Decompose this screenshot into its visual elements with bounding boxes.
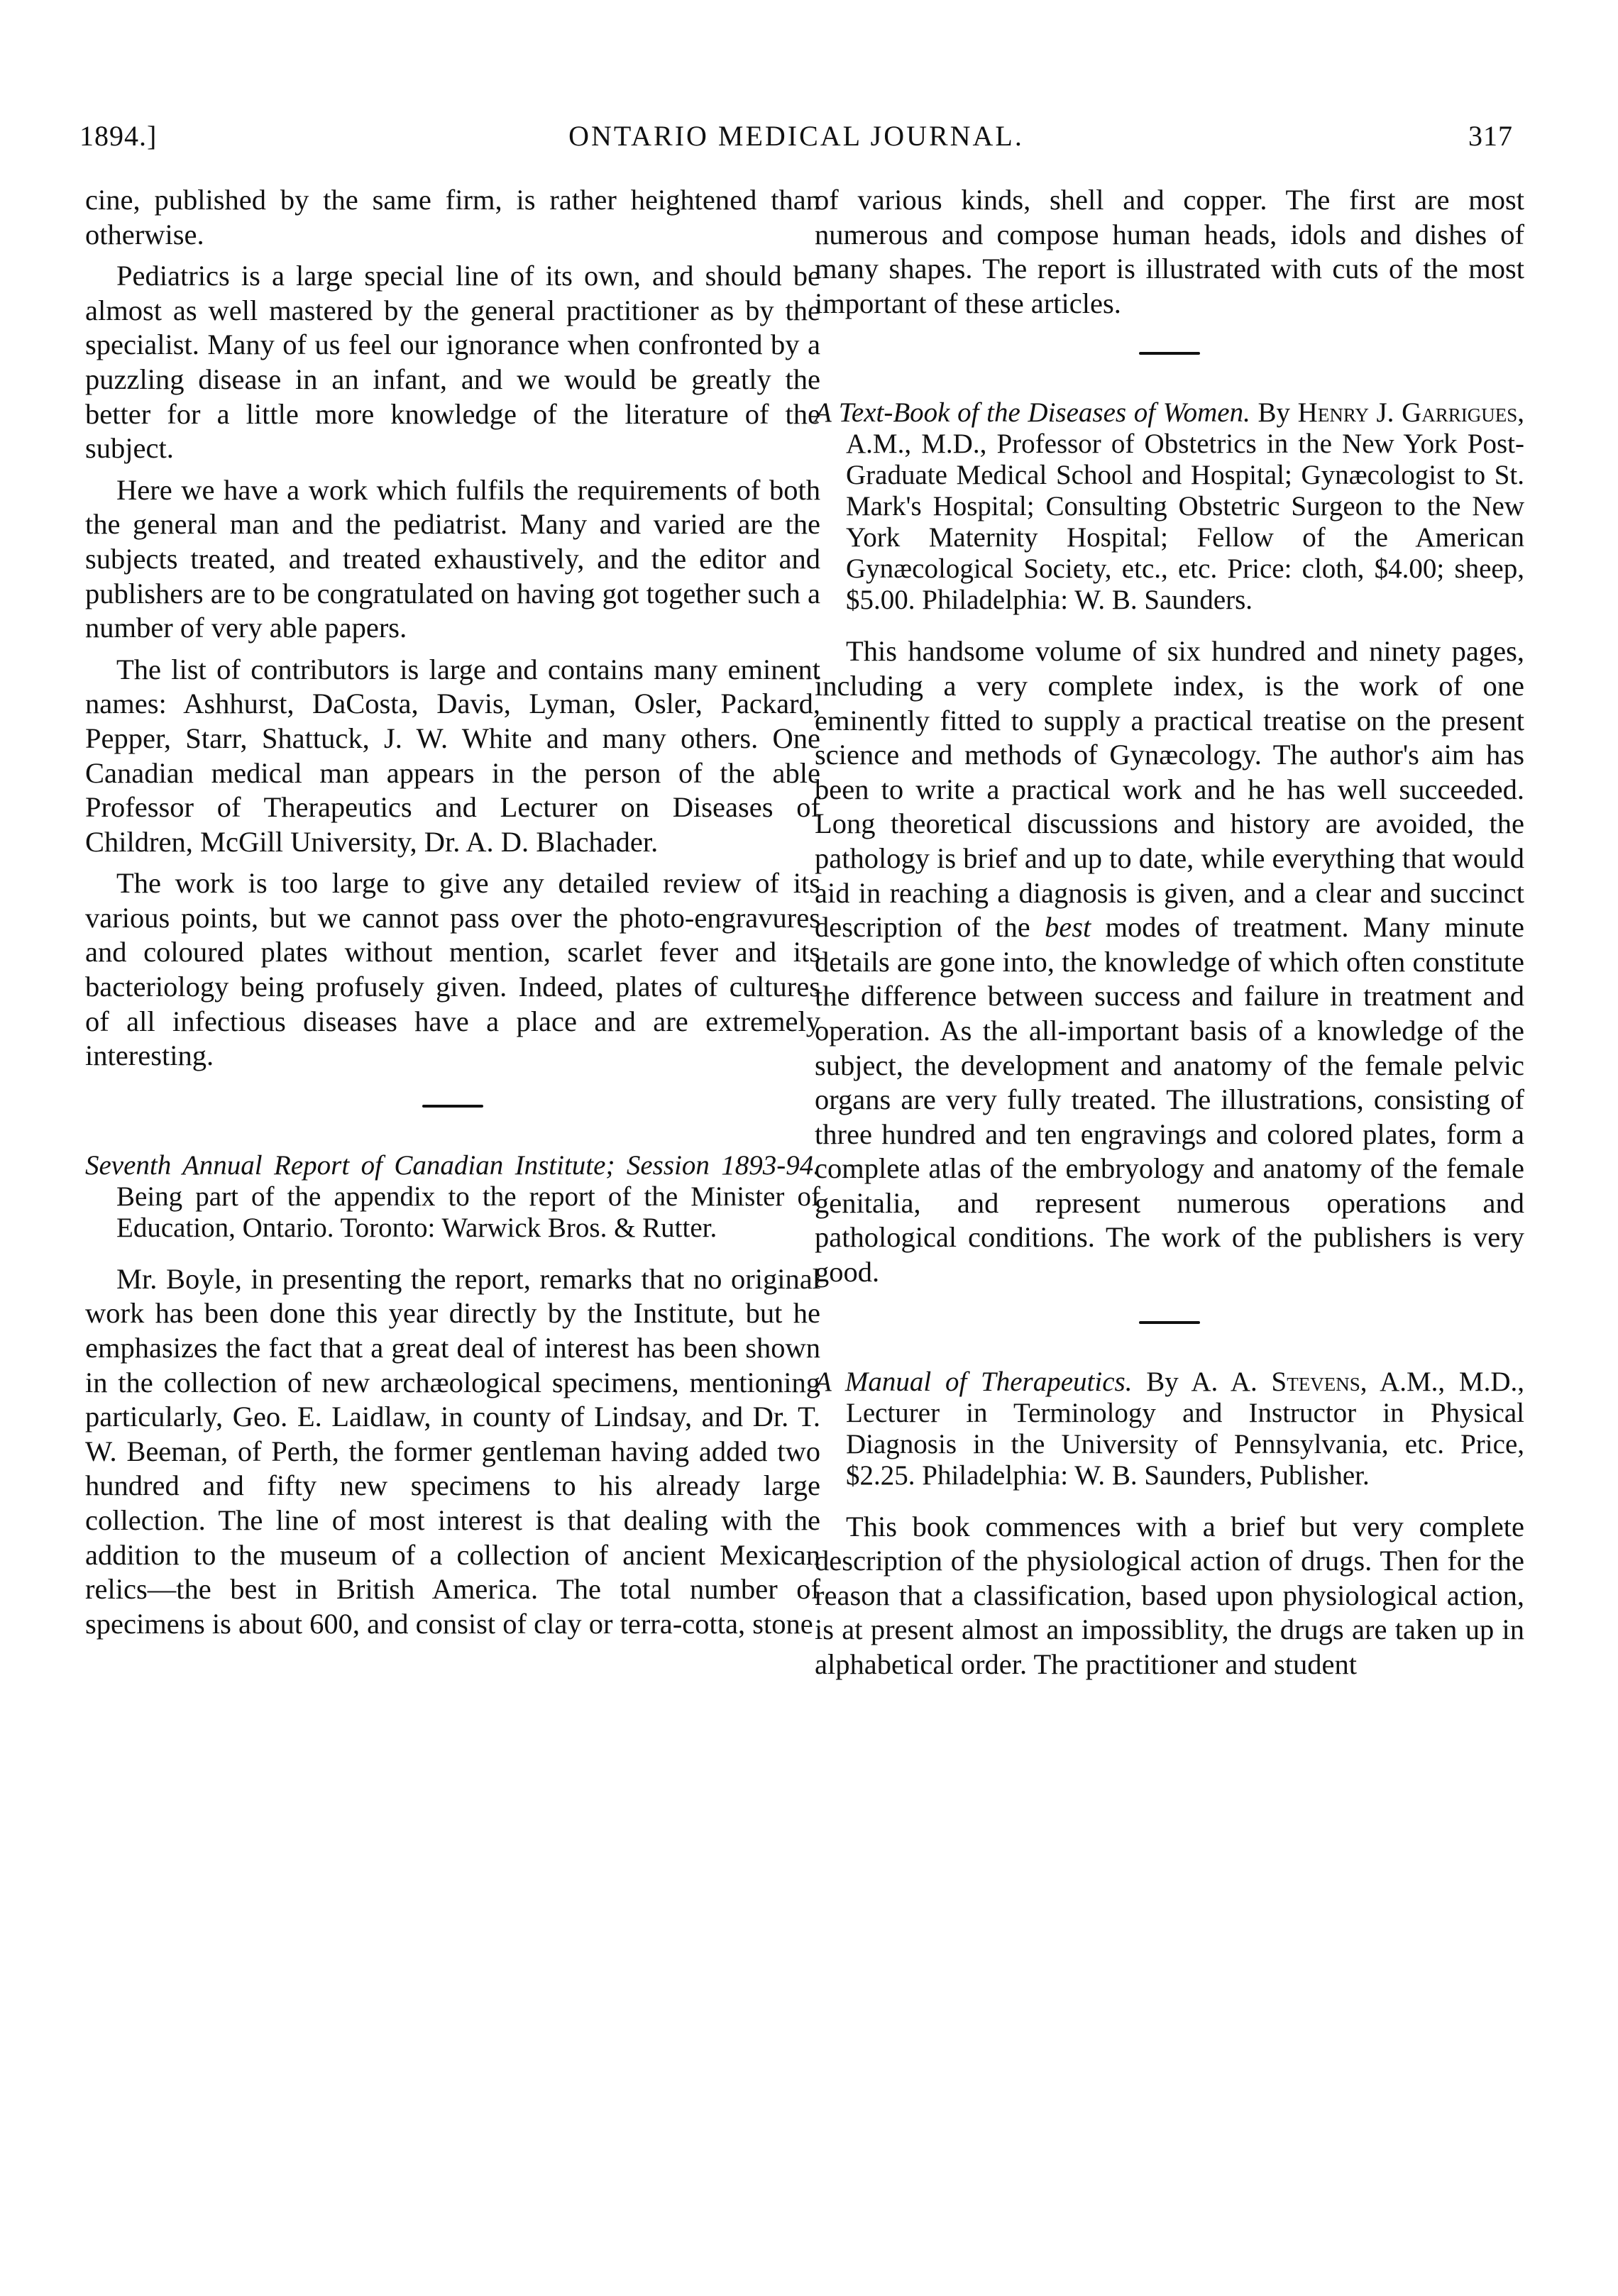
review-details: Being part of the appendix to the report of the Minister of Education, Ontario. Toronto: Warwick Bros. & Rutter.	[116, 1181, 820, 1243]
review-details: A.M., M.D., Lecturer in Terminology and Instructor in Physical Diagnosis in the University of Pennsylvania, etc. Price, $2.25. Philadelphia: W. B. Saunders, Publisher.	[846, 1366, 1525, 1491]
review-by: By	[1257, 397, 1291, 429]
running-head	[79, 119, 1513, 162]
paragraph: cine, published by the same firm, is rather heightened than otherwise.	[85, 184, 820, 250]
review-title: A Manual of Therapeutics.	[815, 1366, 1133, 1397]
paragraph: of various kinds, shell and copper. The first are most numerous and compose human heads, idols and dishes of many shapes. The report is illustrated with cuts of the most important of these articles.	[815, 184, 1524, 319]
review-citation-diseases-of-women	[815, 397, 1524, 616]
right-column	[815, 183, 1524, 1689]
review-title: A Text-Book of the Diseases of Women.	[815, 397, 1250, 429]
paragraph: Here we have a work which fulfils the requirements of both the general man and the pediatrist. Many and varied are the subjects treated, and treated exhaustively, and the editor and publishers are to be congratulated on having got together such a number of very able papers.	[85, 473, 820, 644]
review-details: A.M., M.D., Professor of Obstetrics in the New York Post-Graduate Medical School and Hospital; Gynæcologist to St. Mark's Hospital; Consulting Obstetric Surgeon to the New York Maternity Hospital; Fellow of the American Gynæcological Society, etc., etc. Price: cloth, $4.00; sheep, $5.00. Philadelphia: W. B. Saunders.	[846, 429, 1524, 616]
review-author: Stevens,	[1271, 1366, 1367, 1397]
review-citation-canadian-institute	[85, 1150, 820, 1244]
issue-year: 1894.]	[79, 120, 158, 152]
paragraph-text: This handsome volume of six hundred and ninety pages, including a very complete index, is the work of one eminently fitted to supply a practical treatise on the present science and methods of Gynæcology. The author's aim has been to write a practical work and he has well succeeded. Long theoretical discussions and history are avoided, the pathology is brief and up to date, while everything that would aid in reaching a diagnosis is given, and a clear and succinct description of the	[815, 635, 1524, 944]
section-divider	[1139, 352, 1200, 355]
review-citation-manual-of-therapeutics	[815, 1367, 1524, 1491]
page-number: 317	[1468, 120, 1513, 152]
emphasis: best	[1044, 911, 1091, 944]
section-divider	[422, 1105, 483, 1108]
journal-title: ONTARIO MEDICAL JOURNAL.	[568, 120, 1024, 152]
paragraph: This book commences with a brief but very complete description of the physiological action of drugs. Then for the reason that a classification, based upon physiological action, is at present almost an impossiblity, the drugs are taken up in alphabetical order. The practitioner and student	[815, 1510, 1524, 1681]
left-column	[85, 183, 820, 1648]
review-title: Seventh Annual Report of Canadian Institute; Session 1893-94.	[85, 1149, 820, 1181]
paragraph-text: modes of treatment. Many minute details are gone into, the knowledge of which often constitute the difference between success and failure in treatment and operation. As the all-important basis of a knowledge of the subject, the development and anatomy of the female pelvic organs are very fully treated. The illustrations, consisting of three hundred and ten engravings and colored plates, form a complete atlas of the embryology and anatomy of the female genitalia, and represent numerous operations and pathological conditions. The work of the publishers is very good.	[815, 911, 1525, 1288]
paragraph: Pediatrics is a large special line of its own, and should be almost as well mastered by the general practitioner as by the specialist. Many of us feel our ignorance when confronted by a puzzling disease in an infant, and we would be greatly the better for a little more knowledge of the literature of the subject.	[85, 260, 820, 465]
paragraph: The work is too large to give any detailed review of its various points, but we cannot pass over the photo-engravures and coloured plates without mention, scarlet fever and its bacteriology being profusely given. Indeed, plates of cultures of all infectious diseases have a place and are extremely interesting.	[85, 867, 820, 1072]
paragraph: The list of contributors is large and contains many eminent names: Ashhurst, DaCosta, Davis, Lyman, Osler, Packard, Pepper, Starr, Shattuck, J. W. White and many others. One Canadian medical man appears in the person of the able Professor of Therapeutics and Lecturer on Diseases of Children, McGill University, Dr. A. D. Blachader.	[85, 653, 820, 858]
review-by: By A. A.	[1146, 1366, 1257, 1397]
review-author: Henry J. Garrigues,	[1297, 397, 1525, 429]
section-divider	[1139, 1321, 1200, 1324]
paragraph: Mr. Boyle, in presenting the report, remarks that no original work has been done this year directly by the Institute, but he emphasizes the fact that a great deal of interest has been shown in the collection of new archæological specimens, mentioning particularly, Geo. E. Laidlaw, in county of Lindsay, and Dr. T. W. Beeman, of Perth, the former gentleman having added two hundred and fifty new specimens to his already large collection. The line of most interest is that dealing with the addition to the museum of a collection of ancient Mexican relics—the best in British America. The total number of specimens is about 600, and consist of clay or terra-cotta, stone	[85, 1262, 820, 1640]
paragraph	[815, 634, 1524, 1289]
